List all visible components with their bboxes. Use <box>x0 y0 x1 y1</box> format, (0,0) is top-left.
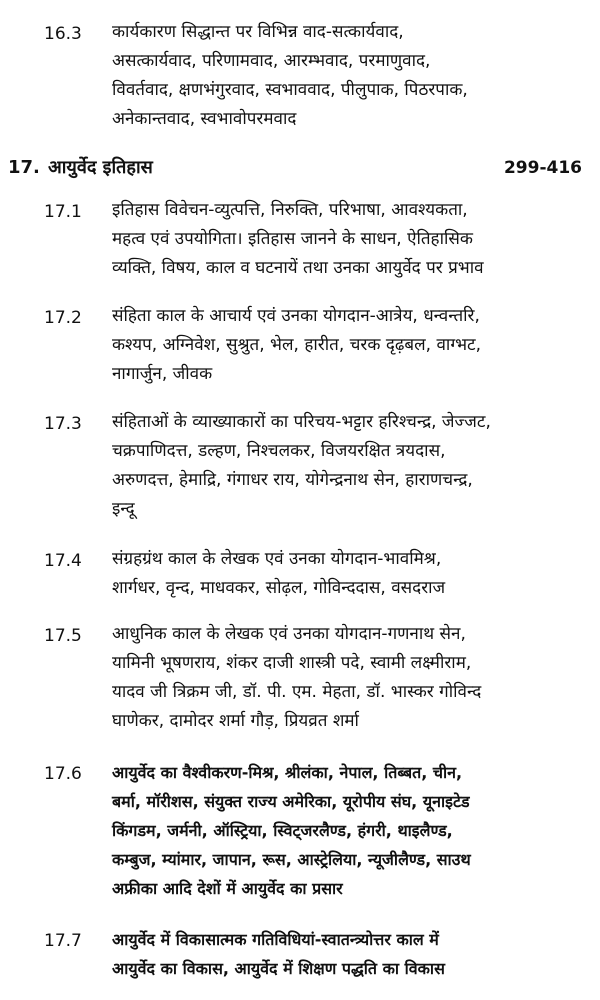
entry-line: आधुनिक काल के लेखक एवं उनका योगदान-गणनाथ सेन, <box>112 624 466 644</box>
entry-line: संहिताओं के व्याख्याकारों का परिचय-भट्टार हरिश्चन्द्र, जेज्जट, <box>112 412 491 432</box>
entry-line: अरुणदत्त, हेमाद्रि, गंगाधर राय, योगेन्द्रनाथ सेन, हाराणचन्द्र, <box>112 470 473 490</box>
entry-line: आयुर्वेद का वैश्वीकरण-मिश्र, श्रीलंका, नेपाल, तिब्बत, चीन, <box>112 763 463 782</box>
entry-line: शार्गधर, वृन्द, माधवकर, सोढ़ल, गोविन्ददास, वसदराज <box>112 578 446 598</box>
entry-number: 17.2 <box>44 308 82 328</box>
entry-line: चक्रपाणिदत्त, डल्हण, निश्चलकर, विजयरक्षित त्रयदास, <box>112 441 446 461</box>
entry-number: 17.6 <box>44 764 82 784</box>
entry-line: विवर्तवाद, क्षणभंगुरवाद, स्वभाववाद, पीलुपाक, पिठरपाक, <box>112 80 468 100</box>
entry-number: 17.5 <box>44 626 82 646</box>
entry-line: आयुर्वेद का विकास, आयुर्वेद में शिक्षण पद्धति का विकास <box>112 959 445 978</box>
entry-line: यामिनी भूषणराय, शंकर दाजी शास्त्री पदे, स्वामी लक्ष्मीराम, <box>112 653 472 673</box>
entry-number: 17.3 <box>44 414 82 434</box>
entry-line: असत्कार्यवाद, परिणामवाद, आरम्भवाद, परमाणुवाद, <box>112 51 431 71</box>
entry-text <box>112 925 582 983</box>
entry-line: संग्रहग्रंथ काल के लेखक एवं उनका योगदान-भावमिश्र, <box>112 549 442 569</box>
entry-number: 17.4 <box>44 551 82 571</box>
entry-text <box>112 18 582 134</box>
entry-number: 17.7 <box>44 931 82 951</box>
entry-number: 16.3 <box>44 24 82 44</box>
chapter-heading <box>0 152 600 184</box>
entry-line: किंगडम, जर्मनी, ऑस्ट्रिया, स्विट्जरलैण्ड, हंगरी, थाइलैण्ड, <box>112 821 453 840</box>
entry-line: अनेकान्तवाद, स्वभावोपरमवाद <box>112 109 297 129</box>
entry-text <box>112 758 582 903</box>
entry-text <box>112 408 582 524</box>
chapter-page-range: 299-416 <box>503 158 582 178</box>
entry-text <box>112 302 582 389</box>
chapter-number: 17. <box>8 157 40 178</box>
entry-number: 17.1 <box>44 202 82 222</box>
entry-text <box>112 620 582 736</box>
entry-line: व्यक्ति, विषय, काल व घटनायें तथा उनका आयुर्वेद पर प्रभाव <box>112 258 484 278</box>
entry-line: यादव जी त्रिक्रम जी, डॉ. पी. एम. मेहता, डॉ. भास्कर गोविन्द <box>112 682 482 702</box>
entry-line: कम्बुज, म्यांमार, जापान, रूस, आस्ट्रेलिया, न्यूजीलैण्ड, साउथ <box>112 850 471 869</box>
entry-line: इन्दू <box>112 499 135 519</box>
entry-line: संहिता काल के आचार्य एवं उनका योगदान-आत्रेय, धन्वन्तरि, <box>112 306 480 326</box>
entry-line: महत्व एवं उपयोगिता। इतिहास जानने के साधन, ऐतिहासिक <box>112 229 473 249</box>
entry-line: कश्यप, अग्निवेश, सुश्रुत, भेल, हारीत, चरक दृढ़बल, वाग्भट, <box>112 335 482 355</box>
entry-line: इतिहास विवेचन-व्युत्पत्ति, निरुक्ति, परिभाषा, आवश्यकता, <box>112 200 468 220</box>
entry-text <box>112 545 582 603</box>
entry-line: घाणेकर, दामोदर शर्मा गौड़, प्रियव्रत शर्मा <box>112 711 359 731</box>
chapter-title: आयुर्वेद इतिहास <box>48 157 153 178</box>
entry-line: बर्मा, मॉरीशस, संयुक्त राज्य अमेरिका, यूरोपीय संघ, यूनाइटेड <box>112 792 470 811</box>
entry-line: नागार्जुन, जीवक <box>112 364 213 384</box>
entry-text <box>112 196 582 283</box>
entry-line: आयुर्वेद में विकासात्मक गतिविधियां-स्वातन्त्र्योत्तर काल में <box>112 930 439 949</box>
entry-line: अफ्रीका आदि देशों में आयुर्वेद का प्रसार <box>112 879 343 898</box>
entry-line: कार्यकारण सिद्धान्त पर विभिन्न वाद-सत्कार्यवाद, <box>112 22 404 42</box>
